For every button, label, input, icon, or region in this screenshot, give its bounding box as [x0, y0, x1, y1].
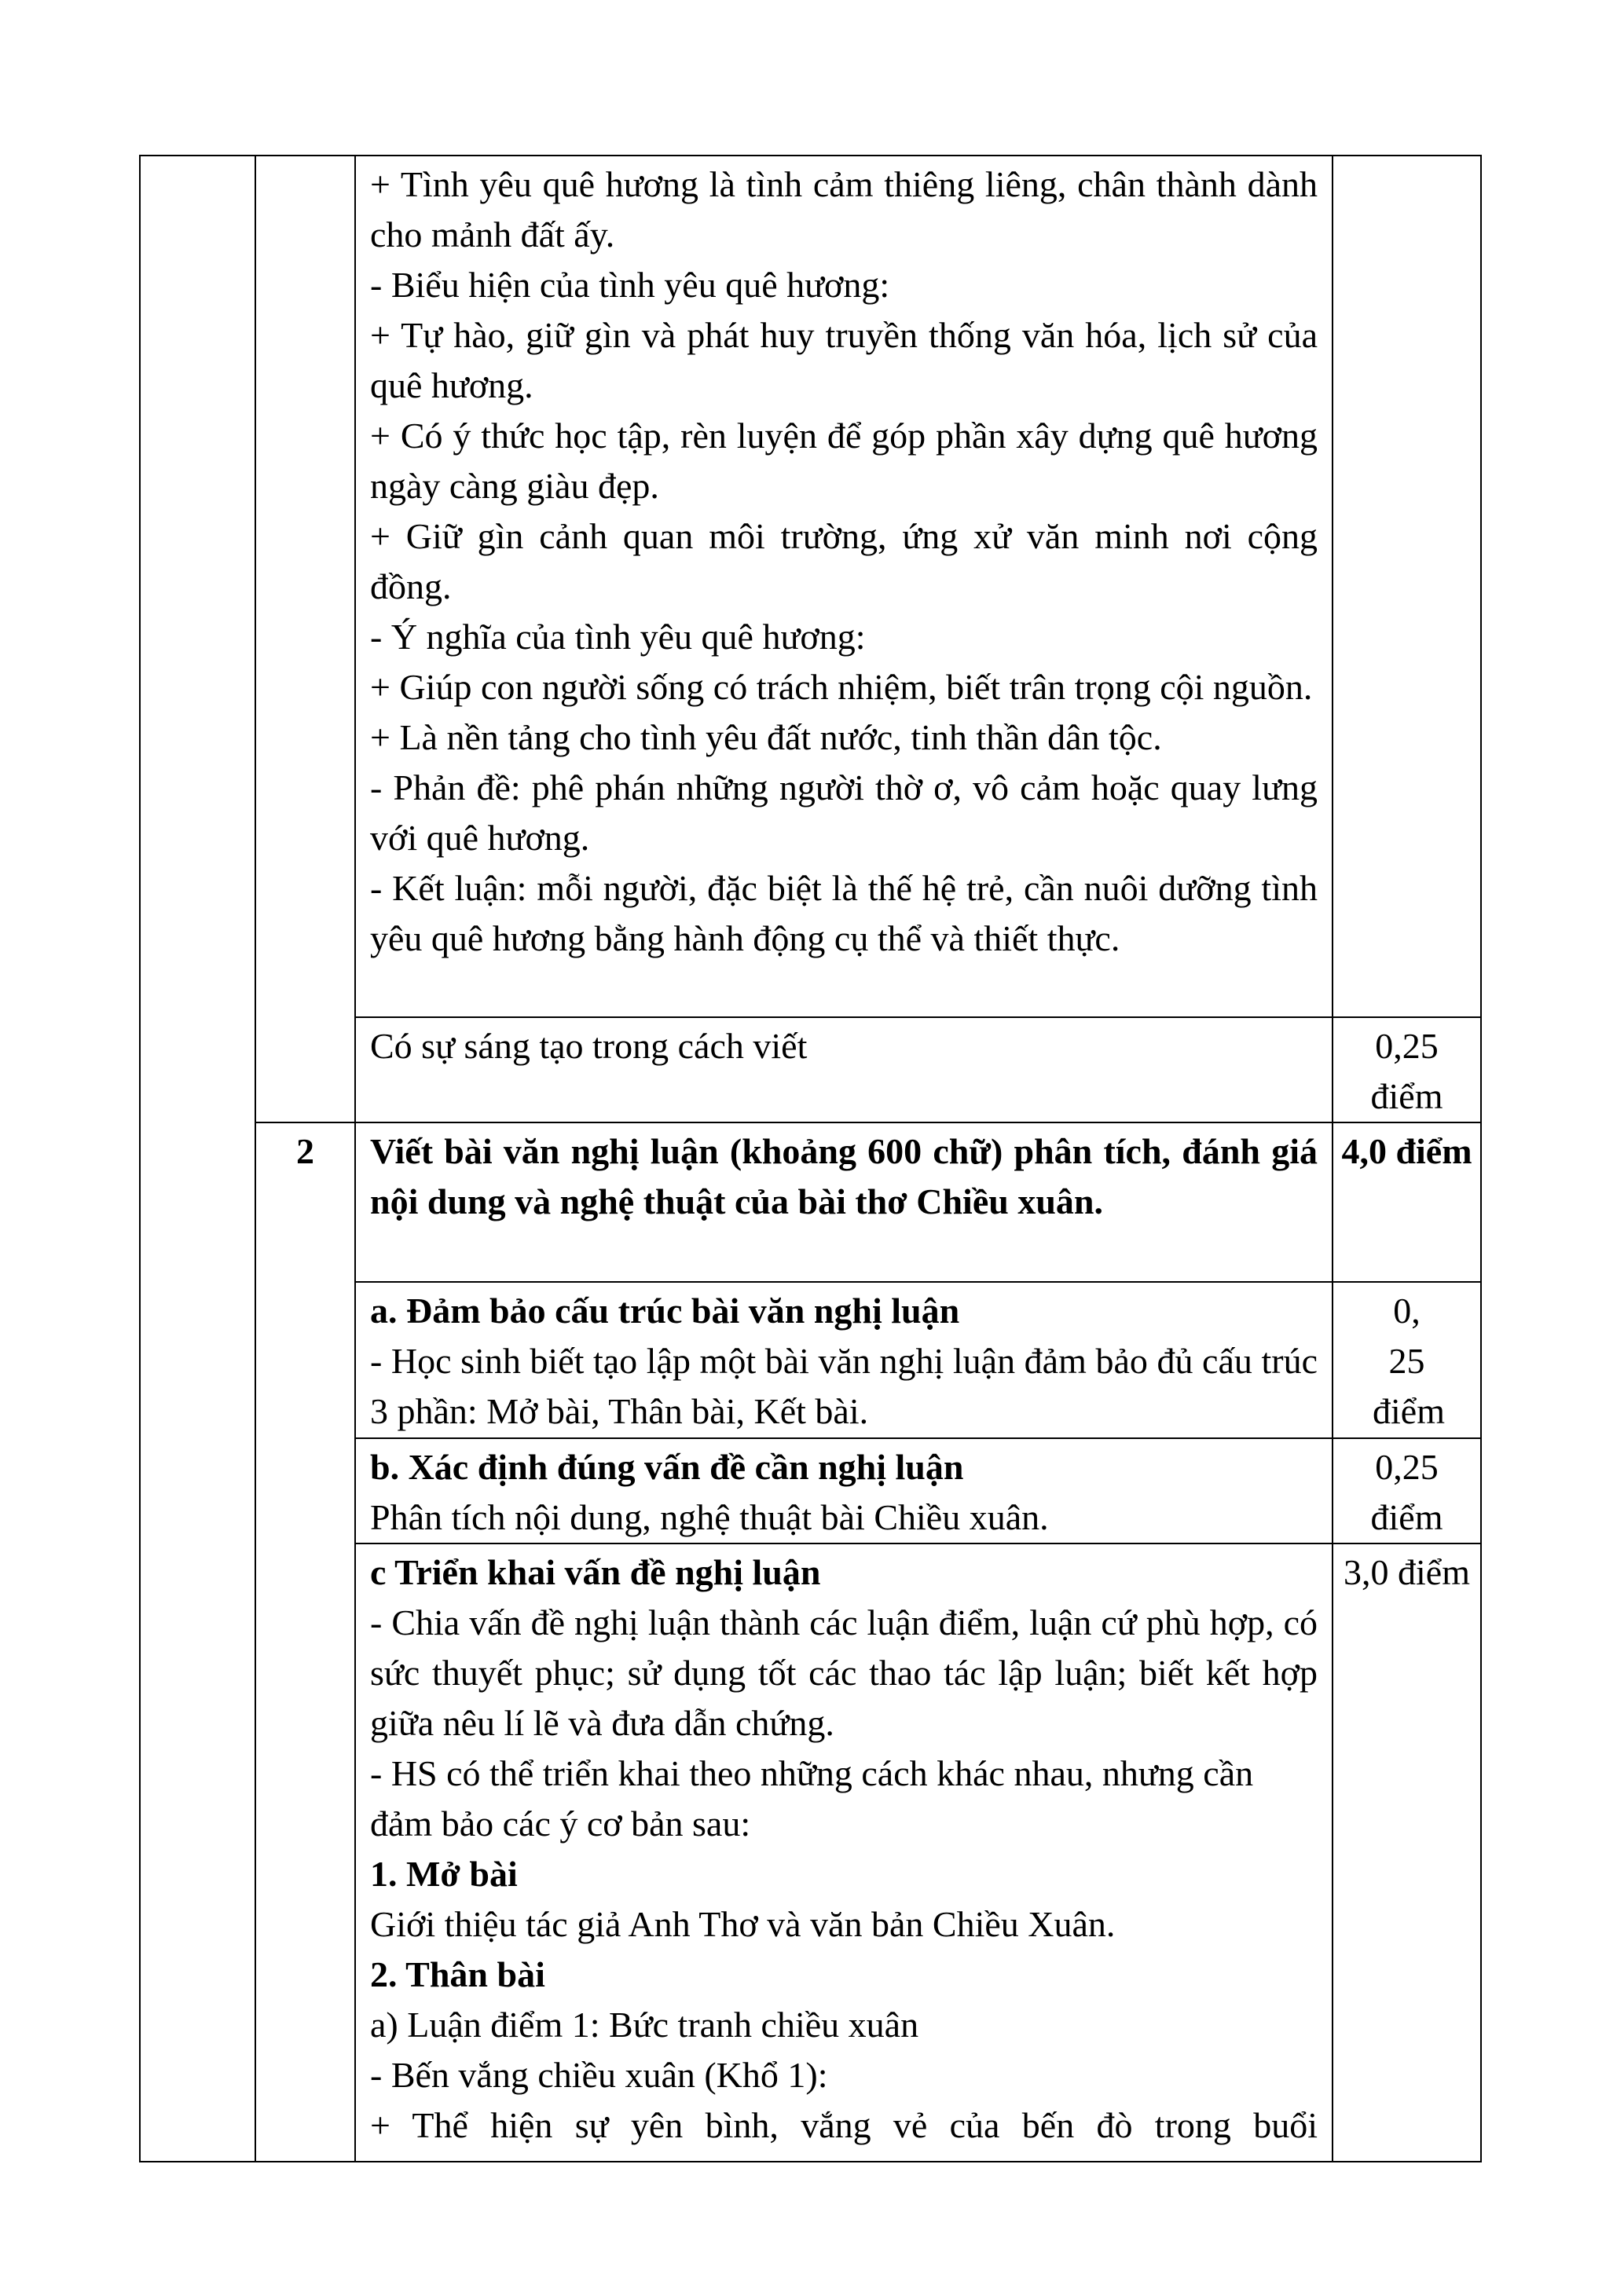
score-cell: 4,0 điểm [1333, 1122, 1481, 1282]
question-prompt: Viết bài văn nghị luận (khoảng 600 chữ) phân tích, đánh giá nội dung và nghệ thuật của bài thơ Chiều xuân. [355, 1122, 1333, 1282]
criterion-text: - Học sinh biết tạo lập một bài văn nghị luận đảm bảo đủ cấu trúc 3 phần: Mở bài, Thân bài, Kết bài. [370, 1341, 1318, 1431]
score-cell: 0, 25 điểm [1333, 1282, 1481, 1438]
creativity-criterion: Có sự sáng tạo trong cách viết [355, 1017, 1333, 1122]
criterion-a-cell [355, 1282, 1333, 1438]
text-line: - Phản đề: phê phán những người thờ ơ, vô cảm hoặc quay lưng với quê hương. [370, 767, 1318, 858]
text-line: + Tình yêu quê hương là tình cảm thiêng liêng, chân thành dành cho mảnh đất ấy. [370, 164, 1318, 255]
score-cell: 3,0 điểm [1333, 1543, 1481, 2162]
criterion-heading: b. Xác định đúng vấn đề cần nghị luận [370, 1447, 964, 1487]
criterion-c-cell [355, 1543, 1333, 2162]
text-line: + Tự hào, giữ gìn và phát huy truyền thống văn hóa, lịch sử của quê hương. [370, 315, 1318, 405]
text-line: - Biểu hiện của tình yêu quê hương: [370, 265, 890, 305]
criterion-text: - Bến vắng chiều xuân (Khổ 1): [370, 2055, 828, 2095]
empty-number-cell [255, 156, 355, 1122]
text-line: + Giúp con người sống có trách nhiệm, biết trân trọng cội nguồn. [370, 667, 1313, 707]
text-line: + Có ý thức học tập, rèn luyện để góp phần xây dựng quê hương ngày càng giàu đẹp. [370, 416, 1318, 506]
criterion-text: Giới thiệu tác giả Anh Thơ và văn bản Chiều Xuân. [370, 1904, 1116, 1944]
section-heading: 2. Thân bài [370, 1954, 545, 1994]
text-line: - Ý nghĩa của tình yêu quê hương: [370, 617, 866, 657]
criterion-text: + Thể hiện sự yên bình, vắng vẻ của bến đò trong buổi [370, 2105, 1318, 2145]
criterion-text: - Chia vấn đề nghị luận thành các luận điểm, luận cứ phù hợp, có sức thuyết phục; sử dụng tốt các thao tác lập luận; biết kết hợp giữa nêu lí lẽ và đưa dẫn chứng. [370, 1602, 1318, 1743]
criterion-heading: a. Đảm bảo cấu trúc bài văn nghị luận [370, 1291, 960, 1331]
empty-score-cell [1333, 156, 1481, 1017]
criterion-text: - HS có thể triển khai theo những cách khác nhau, nhưng cần đảm bảo các ý cơ bản sau: [370, 1753, 1254, 1844]
text-line: + Giữ gìn cảnh quan môi trường, ứng xử văn minh nơi cộng đồng. [370, 516, 1318, 606]
criterion-b-cell [355, 1438, 1333, 1543]
question-number: 2 [255, 1122, 355, 2162]
criterion-text: Phân tích nội dung, nghệ thuật bài Chiều xuân. [370, 1497, 1049, 1537]
section-heading: 1. Mở bài [370, 1854, 518, 1894]
content-cell [355, 156, 1333, 1017]
grading-table [139, 155, 1482, 2162]
text-line: - Kết luận: mỗi người, đặc biệt là thế hệ trẻ, cần nuôi dưỡng tình yêu quê hương bằng hành động cụ thể và thiết thực. [370, 868, 1318, 958]
score-cell: 0,25 điểm [1333, 1017, 1481, 1122]
text-line: + Là nền tảng cho tình yêu đất nước, tinh thần dân tộc. [370, 717, 1162, 757]
criterion-heading: c Triển khai vấn đề nghị luận [370, 1552, 821, 1592]
empty-column-cell [140, 156, 255, 2162]
score-cell: 0,25 điểm [1333, 1438, 1481, 1543]
criterion-text: a) Luận điểm 1: Bức tranh chiều xuân [370, 2005, 919, 2045]
